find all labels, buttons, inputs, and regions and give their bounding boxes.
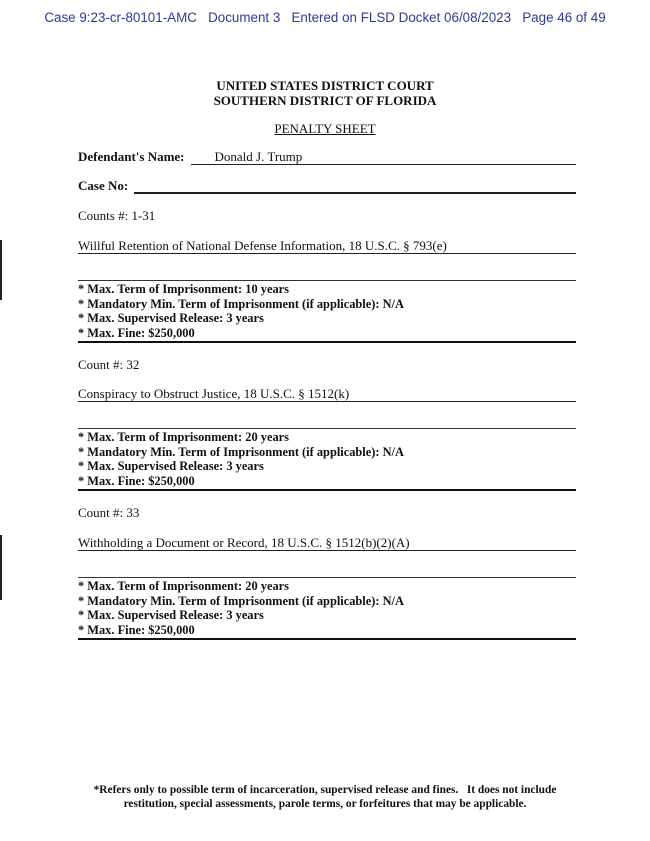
header-entered: Entered on FLSD Docket 06/08/2023	[291, 10, 512, 25]
penalty-list	[78, 282, 576, 343]
defendant-value: Donald J. Trump	[191, 149, 576, 165]
header-case: Case 9:23-cr-80101-AMC	[44, 10, 197, 25]
penalty-max-term: * Max. Term of Imprisonment: 20 years	[78, 579, 289, 593]
penalty-supervised-release: * Max. Supervised Release: 3 years	[78, 311, 264, 326]
header-page: Page 46 of 49	[522, 10, 606, 25]
count-label: Count #: 32	[78, 357, 140, 372]
footnote-line-2: restitution, special assessments, parole terms, or forfeitures that may be applicable.	[123, 797, 527, 810]
divider	[78, 280, 576, 281]
penalty-mandatory-min: * Mandatory Min. Term of Imprisonment (if applicable): N/A	[78, 444, 404, 459]
footnote	[0, 784, 650, 811]
penalty-mandatory-min: * Mandatory Min. Term of Imprisonment (if applicable): N/A	[78, 296, 404, 311]
count-statute: Withholding a Document or Record, 18 U.S.C. § 1512(b)(2)(A)	[78, 535, 576, 551]
case-no-label: Case No:	[78, 178, 129, 193]
penalty-supervised-release: * Max. Supervised Release: 3 years	[78, 608, 264, 623]
case-no-value	[134, 177, 576, 194]
penalty-list	[78, 579, 576, 640]
header-document: Document 3	[208, 10, 281, 25]
penalty-supervised-release: * Max. Supervised Release: 3 years	[78, 459, 264, 474]
scan-edge-mark	[0, 535, 2, 600]
count-label: Counts #: 1-31	[78, 208, 156, 223]
court-heading	[0, 78, 650, 108]
divider	[78, 428, 576, 429]
penalty-max-term: * Max. Term of Imprisonment: 10 years	[78, 282, 289, 296]
count-statute: Willful Retention of National Defense Information, 18 U.S.C. § 793(e)	[78, 238, 576, 254]
case-no-field	[78, 177, 576, 194]
court-line-1: UNITED STATES DISTRICT COURT	[216, 78, 434, 93]
page-title: PENALTY SHEET	[274, 121, 376, 136]
penalty-max-fine: * Max. Fine: $250,000	[78, 473, 195, 488]
defendant-field	[78, 149, 576, 165]
count-label: Count #: 33	[78, 505, 140, 520]
docket-header	[0, 10, 650, 25]
scan-edge-mark	[0, 240, 2, 300]
count-statute: Conspiracy to Obstruct Justice, 18 U.S.C. § 1512(k)	[78, 386, 576, 402]
penalty-mandatory-min: * Mandatory Min. Term of Imprisonment (if applicable): N/A	[78, 593, 404, 608]
court-line-2: SOUTHERN DISTRICT OF FLORIDA	[213, 93, 437, 108]
penalty-list	[78, 430, 576, 491]
penalty-max-fine: * Max. Fine: $250,000	[78, 622, 195, 637]
defendant-label: Defendant's Name:	[78, 149, 185, 164]
penalty-max-term: * Max. Term of Imprisonment: 20 years	[78, 430, 289, 444]
footnote-line-1: *Refers only to possible term of incarceration, supervised release and fines. It does not include	[93, 784, 557, 796]
penalty-max-fine: * Max. Fine: $250,000	[78, 325, 195, 340]
divider	[78, 577, 576, 578]
